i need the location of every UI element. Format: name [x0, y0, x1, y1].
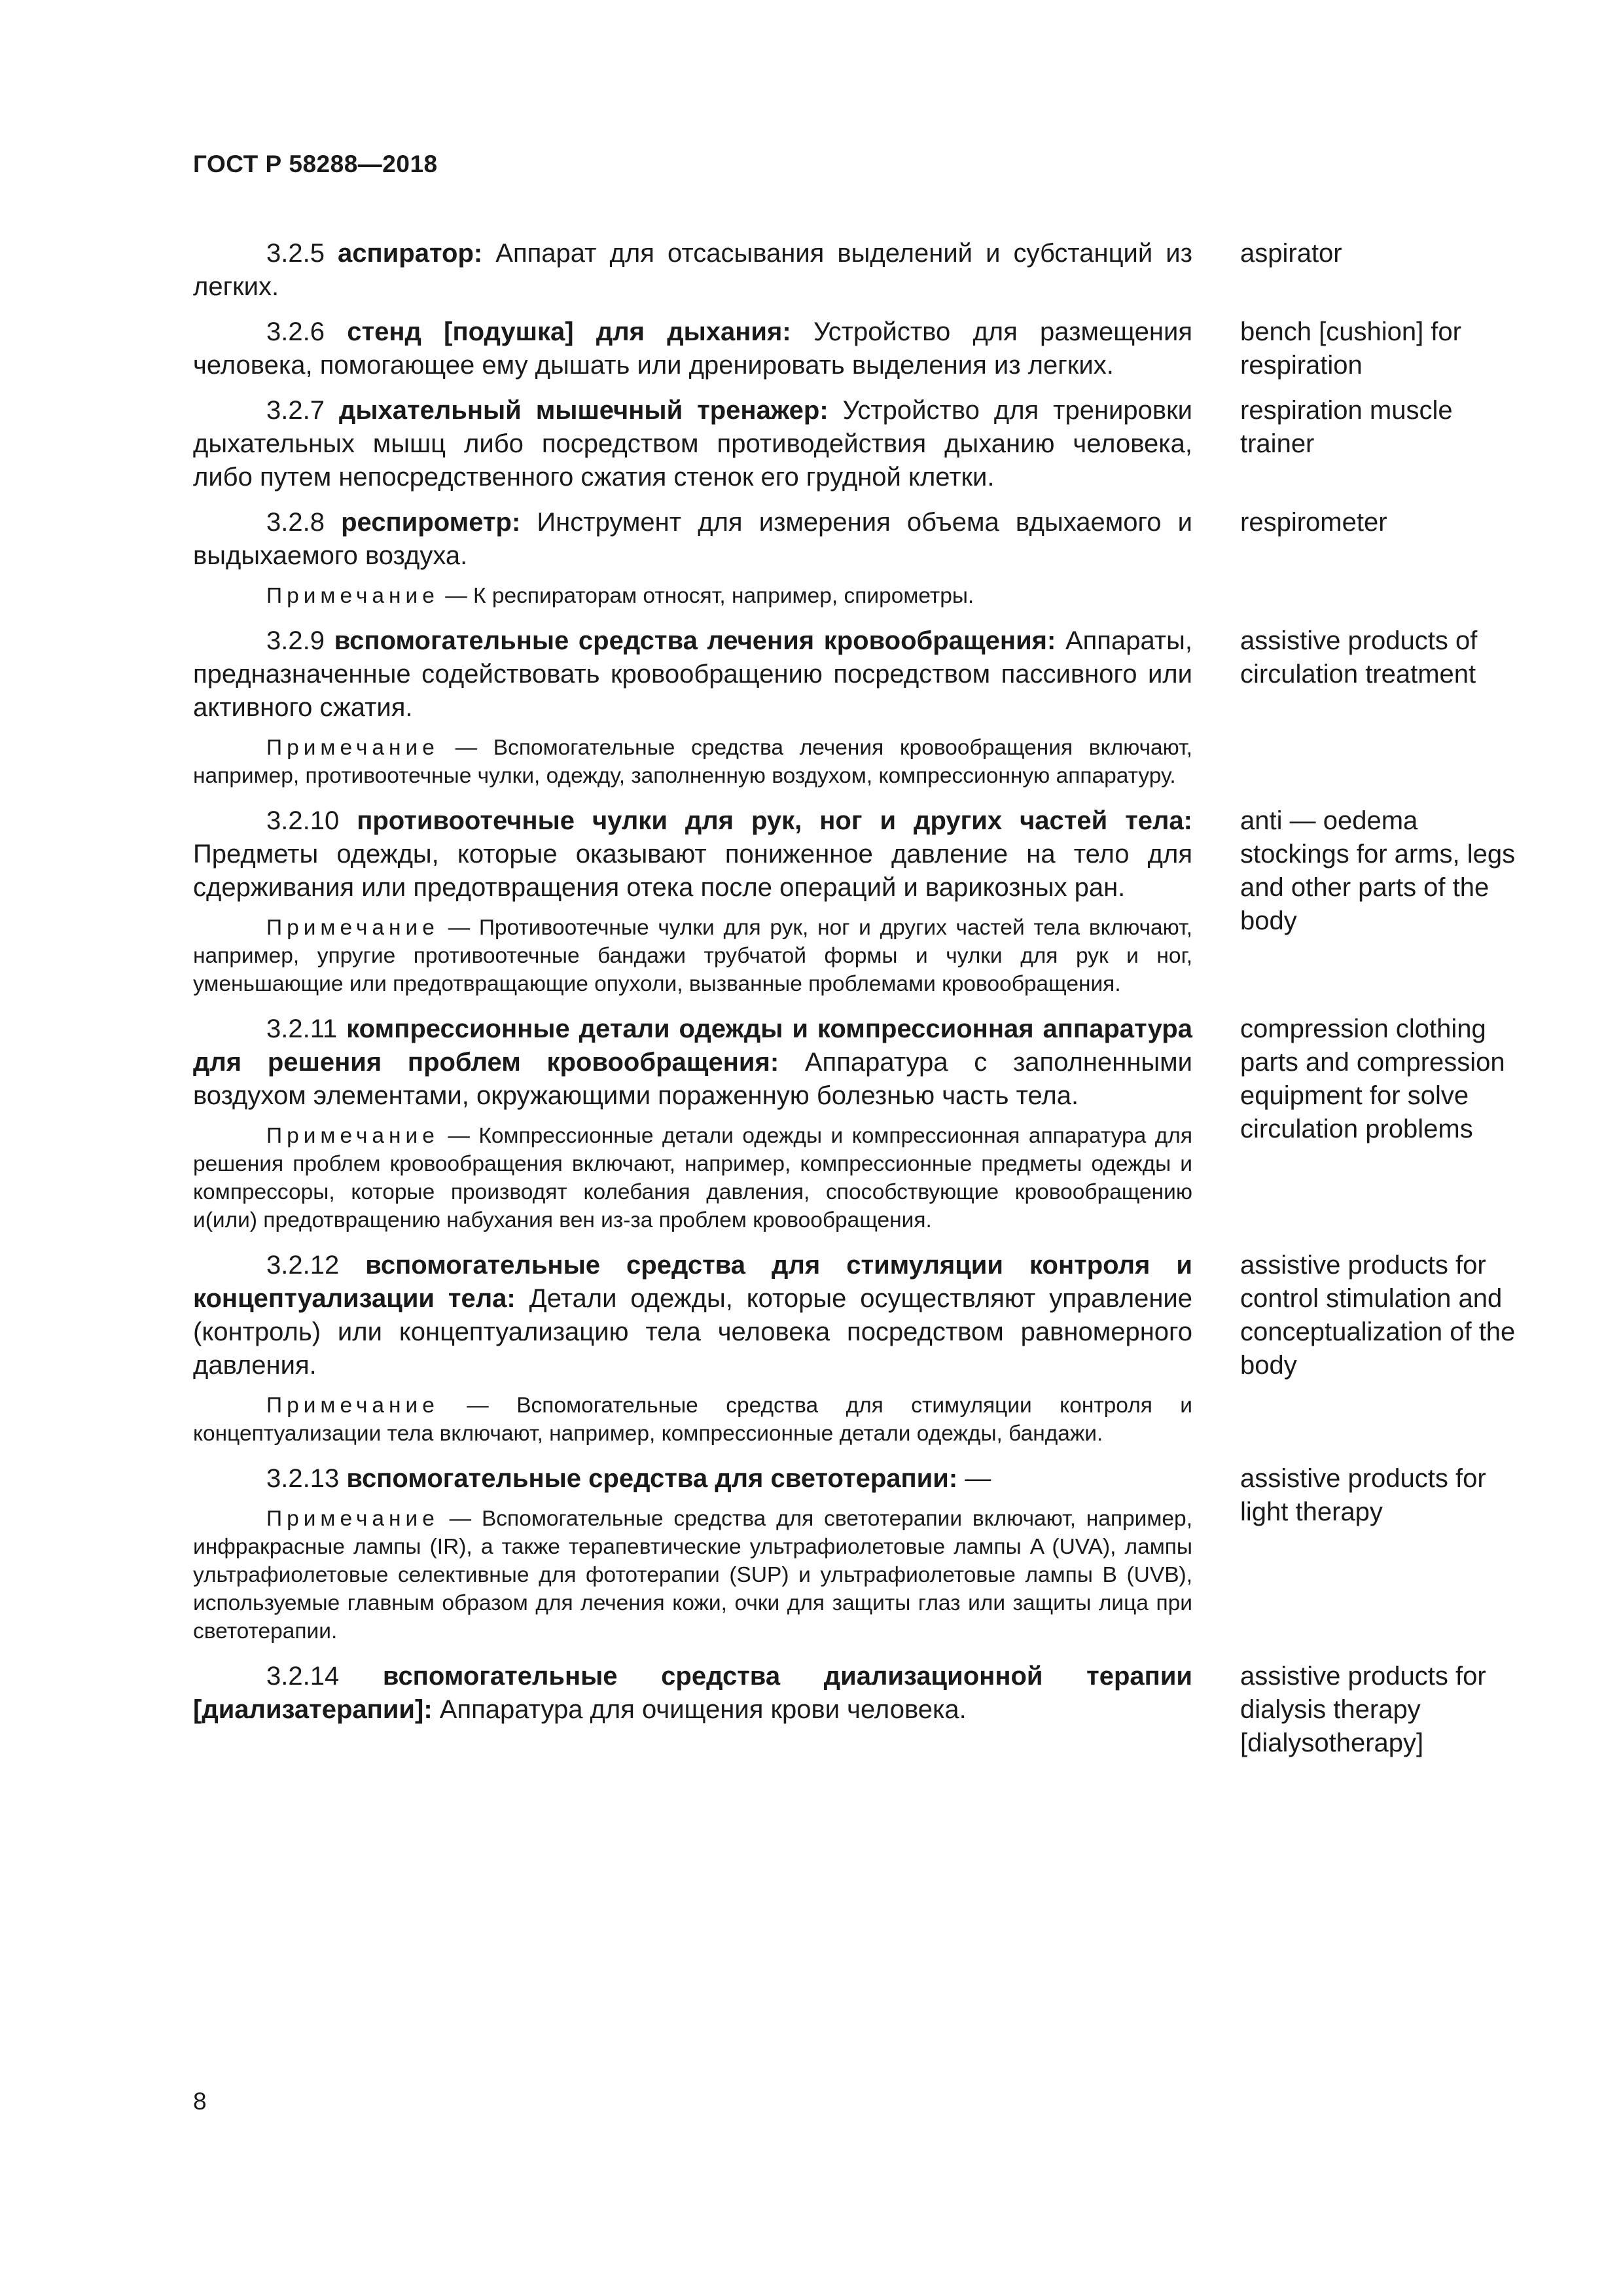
term-number: 3.2.9: [266, 626, 325, 655]
term-definition-column: [193, 1013, 1192, 1249]
note-text: — К респираторам относят, например, спирометры.: [438, 584, 974, 608]
note-label: Примечание: [266, 736, 439, 760]
term-text: Устройство для размещения человека, помогающее ему дышать или дренировать выделения из легких.: [193, 317, 1192, 380]
term-number: 3.2.6: [266, 317, 325, 346]
term-name: вспомогательные средства диализационной терапии [диализатерапии]:: [193, 1662, 1192, 1724]
term-definition: [193, 624, 1192, 725]
term-definition: [193, 506, 1192, 573]
term-name: аспиратор:: [338, 239, 483, 268]
note-text: — Компрессионные детали одежды и компрессионная аппаратура для решения проблем кровообращения включают, например, компрессионные предметы одежды и компрессоры, которые производят колебания давления, способствующие кровообращению и(или) предотвращению набухания вен из-за проблем кровообращения.: [193, 1124, 1192, 1232]
term-note: [193, 1505, 1192, 1645]
note-text: — Вспомогательные средства для светотерапии включают, например, инфракрасные лампы (IR), а также терапевтические ультрафиолетовые лампы A (UVA), лампы ультрафиолетовые селективные для фототерапии (SUP) и ультрафиолетовые лампы B (UVB), используемые главным образом для лечения кожи, очки для защиты глаз или защиты лица при светотерапии.: [193, 1507, 1192, 1643]
term-english-equivalent: assistive products for light therapy: [1240, 1464, 1486, 1526]
term-entry: [193, 237, 1522, 315]
term-text: Инструмент для измерения объема вдыхаемого и выдыхаемого воздуха.: [193, 508, 1192, 570]
term-number: 3.2.7: [266, 396, 325, 425]
note-label: Примечание: [266, 584, 439, 608]
document-header: ГОСТ Р 58288—2018: [193, 151, 438, 177]
note-label: Примечание: [266, 1124, 439, 1148]
term-note: [193, 1391, 1192, 1448]
term-definition: [193, 804, 1192, 905]
term-english-equivalent: bench [cushion] for respiration: [1240, 317, 1461, 380]
term-entry: [193, 1013, 1522, 1249]
note-text: — Вспомогательные средства лечения кровообращения включают, например, противоотечные чулки, одежду, заполненную воздухом, компрессионную аппаратуру.: [193, 736, 1192, 788]
term-name: противоотечные чулки для рук, ног и других частей тела:: [357, 806, 1192, 835]
term-definition-column: [193, 624, 1192, 804]
note-text: — Вспомогательные средства для стимуляции контроля и концептуализации тела включают, например, компрессионные детали одежды, бандажи.: [193, 1393, 1192, 1446]
term-definition: [193, 315, 1192, 382]
term-english-equivalent: aspirator: [1240, 239, 1342, 268]
term-definition: [193, 1249, 1192, 1382]
term-note: [193, 1122, 1192, 1234]
term-english-equivalent: compression clothing parts and compression equipment for solve circulation problems: [1240, 1014, 1505, 1143]
term-english-equivalent: assistive products of circulation treatment: [1240, 626, 1478, 689]
term-english-equivalent: respirometer: [1240, 508, 1387, 537]
term-text: Предметы одежды, которые оказывают пониженное давление на тело для сдерживания или предотвращения отека после операций и варикозных ран.: [193, 840, 1192, 902]
term-entry: [193, 315, 1522, 394]
term-definition-column: [193, 506, 1192, 624]
term-text: Аппаратура для очищения крови человека.: [432, 1695, 967, 1724]
term-definition-column: [193, 237, 1192, 315]
term-definition: [193, 1013, 1192, 1113]
term-entries: [193, 237, 1522, 1760]
term-name: вспомогательные средства лечения кровообращения:: [334, 626, 1056, 655]
note-label: Примечание: [266, 1393, 439, 1418]
term-text: Аппарат для отсасывания выделений и субстанций из легких.: [193, 239, 1192, 301]
page-number: 8: [193, 2088, 207, 2115]
term-definition-column: [193, 1660, 1192, 1738]
term-name: компрессионные детали одежды и компрессионная аппаратура для решения проблем кровообращения:: [193, 1014, 1192, 1077]
note-label: Примечание: [266, 916, 439, 940]
term-definition: [193, 394, 1192, 494]
term-entry: [193, 804, 1522, 1013]
term-english-equivalent: anti — oedema stockings for arms, legs and other parts of the body: [1240, 806, 1516, 935]
term-text: Устройство для тренировки дыхательных мышц либо посредством противодействия дыханию человека, либо путем непосредственного сжатия стенок его грудной клетки.: [193, 396, 1192, 492]
term-text: —: [957, 1464, 991, 1493]
term-definition-column: [193, 394, 1192, 506]
term-definition-column: [193, 1462, 1192, 1660]
term-definition: [193, 237, 1192, 304]
term-entry: [193, 1462, 1522, 1660]
term-entry: [193, 1249, 1522, 1462]
term-number: 3.2.11: [266, 1014, 338, 1043]
term-number: 3.2.14: [266, 1662, 340, 1691]
term-english-equivalent: respiration muscle trainer: [1240, 396, 1453, 458]
term-entry: [193, 394, 1522, 506]
term-definition: [193, 1462, 1192, 1496]
term-name: дыхательный мышечный тренажер:: [338, 396, 829, 425]
term-entry: [193, 624, 1522, 804]
term-number: 3.2.13: [266, 1464, 340, 1493]
term-number: 3.2.5: [266, 239, 325, 268]
term-name: вспомогательные средства для стимуляции контроля и концептуализации тела:: [193, 1251, 1192, 1313]
term-number: 3.2.12: [266, 1251, 340, 1280]
term-definition: [193, 1660, 1192, 1727]
term-english-equivalent: assistive products for dialysis therapy [dialysotherapy]: [1240, 1662, 1486, 1757]
term-name: вспомогательные средства для светотерапии:: [346, 1464, 958, 1493]
term-definition-column: [193, 1249, 1192, 1462]
term-name: респирометр:: [341, 508, 521, 537]
term-number: 3.2.10: [266, 806, 340, 835]
term-entry: [193, 1660, 1522, 1760]
note-label: Примечание: [266, 1507, 439, 1531]
term-name: стенд [подушка] для дыхания:: [347, 317, 791, 346]
note-text: — Противоотечные чулки для рук, ног и других частей тела включают, например, упругие противоотечные бандажи трубчатой формы и чулки для рук и ног, уменьшающие или предотвращающие опухоли, вызванные проблемами кровообращения.: [193, 916, 1192, 996]
term-note: [193, 914, 1192, 998]
term-note: [193, 582, 1192, 610]
term-number: 3.2.8: [266, 508, 325, 537]
term-entry: [193, 506, 1522, 624]
term-text: Аппараты, предназначенные содействовать кровообращению посредством пассивного или активного сжатия.: [193, 626, 1192, 722]
term-note: [193, 734, 1192, 790]
term-english-equivalent: assistive products for control stimulation and conceptualization of the body: [1240, 1251, 1516, 1380]
term-text: Детали одежды, которые осуществляют управление (контроль) или концептуализацию тела человека посредством равномерного давления.: [193, 1284, 1193, 1380]
term-definition-column: [193, 804, 1192, 1013]
term-definition-column: [193, 315, 1192, 394]
term-text: Аппаратура с заполненными воздухом элементами, окружающими пораженную болезнью часть тела.: [193, 1048, 1193, 1110]
